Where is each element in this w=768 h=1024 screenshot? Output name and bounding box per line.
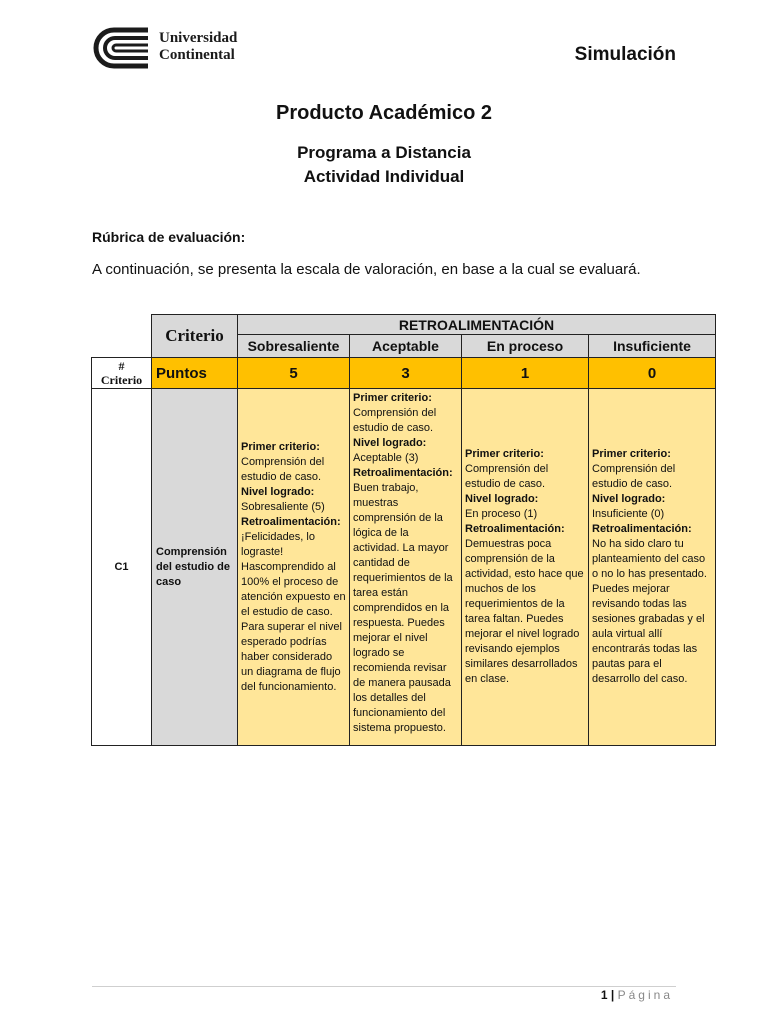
- feedback-cell-insuficiente: [589, 389, 716, 746]
- feedback-value: Comprensión del estudio de caso.: [241, 455, 325, 483]
- criterion-id: C1: [92, 389, 152, 746]
- feedback-label: Retroalimentación:: [592, 523, 692, 535]
- feedback-value: Comprensión del estudio de caso.: [353, 407, 437, 434]
- university-logo: [92, 27, 252, 71]
- section-title: Simulación: [574, 44, 676, 65]
- num-criterio-header: [92, 358, 152, 389]
- logo-mark-icon: [92, 27, 150, 69]
- feedback-label: Primer criterio:: [241, 440, 320, 453]
- points-insuficiente: 0: [589, 358, 716, 389]
- rubric-table: [91, 314, 716, 746]
- feedback-cell-en-proceso: [462, 389, 589, 746]
- feedback-label: Primer criterio:: [353, 392, 432, 404]
- page-title: Producto Académico 2: [276, 102, 492, 124]
- feedback-text: ¡Felicidades, lo lograste! Hascomprendido al 100% el proceso de atención expuesto en el estudio de caso. Para superar el nivel esperado podrías haber considerado un diagrama de flujo del funcionamiento.: [241, 530, 346, 693]
- page-number: 1: [600, 988, 608, 1002]
- points-en-proceso: 1: [462, 358, 589, 389]
- feedback-label: Nivel logrado:: [353, 437, 427, 449]
- subtitle-activity: Actividad Individual: [303, 167, 465, 186]
- feedback-label: Retroalimentación:: [353, 467, 453, 479]
- criterion-description: Comprensión del estudio de caso: [152, 389, 238, 746]
- points-aceptable: 3: [350, 358, 462, 389]
- subtitle-program: Programa a Distancia: [297, 143, 471, 162]
- feedback-cell-aceptable: [350, 389, 462, 746]
- feedback-label: Primer criterio:: [592, 448, 671, 460]
- feedback-label: Primer criterio:: [465, 448, 544, 460]
- footer-divider: [92, 986, 676, 987]
- num-criterio-hash: #: [118, 359, 125, 373]
- level-header-aceptable: Aceptable: [350, 335, 462, 358]
- intro-paragraph: A continuación, se presenta la escala de valoración, en base a la cual se evaluará.: [92, 261, 641, 278]
- num-criterio-label: Criterio: [100, 373, 143, 387]
- logo-line-2: Continental: [159, 47, 235, 63]
- retro-header: RETROALIMENTACIÓN: [238, 315, 716, 335]
- page-footer: [601, 988, 673, 1002]
- feedback-label: Retroalimentación:: [241, 515, 341, 528]
- level-header-sobresaliente: Sobresaliente: [238, 335, 350, 358]
- points-sobresaliente: 5: [238, 358, 350, 389]
- logo-text: [159, 30, 237, 64]
- feedback-text: Buen trabajo, muestras comprensión de la lógica de la actividad. La mayor cantidad de requerimientos de la tarea están comprendidos en la respuesta. Puedes mejorar el nivel logrado se recomienda revisar de manera pausada los detalles del funcionamiento del sistema propuesto.: [353, 482, 453, 734]
- feedback-label: Nivel logrado:: [592, 493, 666, 505]
- feedback-text: No ha sido claro tu planteamiento del caso o no lo has presentado. Puedes mejorar revisando todas las sesiones grabadas y el aula virtual allí encontrarás todas las pautas para el desarrollo del caso.: [592, 538, 707, 685]
- feedback-label: Nivel logrado:: [241, 485, 315, 498]
- level-header-en-proceso: En proceso: [462, 335, 589, 358]
- rubric-heading: Rúbrica de evaluación:: [92, 229, 246, 245]
- puntos-label: Puntos: [152, 358, 238, 389]
- level-header-insuficiente: Insuficiente: [589, 335, 716, 358]
- feedback-value: Aceptable (3): [353, 452, 419, 464]
- feedback-text: Demuestras poca comprensión de la actividad, esto hace que muchos de los requerimientos de la tarea faltan. Puedes mejorar el nivel logrado revisando ejemplos similares desarrollados en clase.: [465, 538, 584, 685]
- feedback-value: Insuficiente (0): [592, 508, 665, 520]
- feedback-value: Comprensión del estudio de caso.: [465, 463, 549, 490]
- feedback-value: Sobresaliente (5): [241, 500, 325, 513]
- criterio-header: Criterio: [152, 315, 238, 358]
- feedback-label: Retroalimentación:: [465, 523, 565, 535]
- feedback-cell-sobresaliente: [238, 389, 350, 746]
- page-word: Página: [617, 988, 673, 1002]
- feedback-value: En proceso (1): [465, 508, 538, 520]
- feedback-value: Comprensión del estudio de caso.: [592, 463, 676, 490]
- feedback-label: Nivel logrado:: [465, 493, 539, 505]
- page-separator: |: [610, 988, 615, 1002]
- logo-line-1: Universidad: [159, 30, 238, 46]
